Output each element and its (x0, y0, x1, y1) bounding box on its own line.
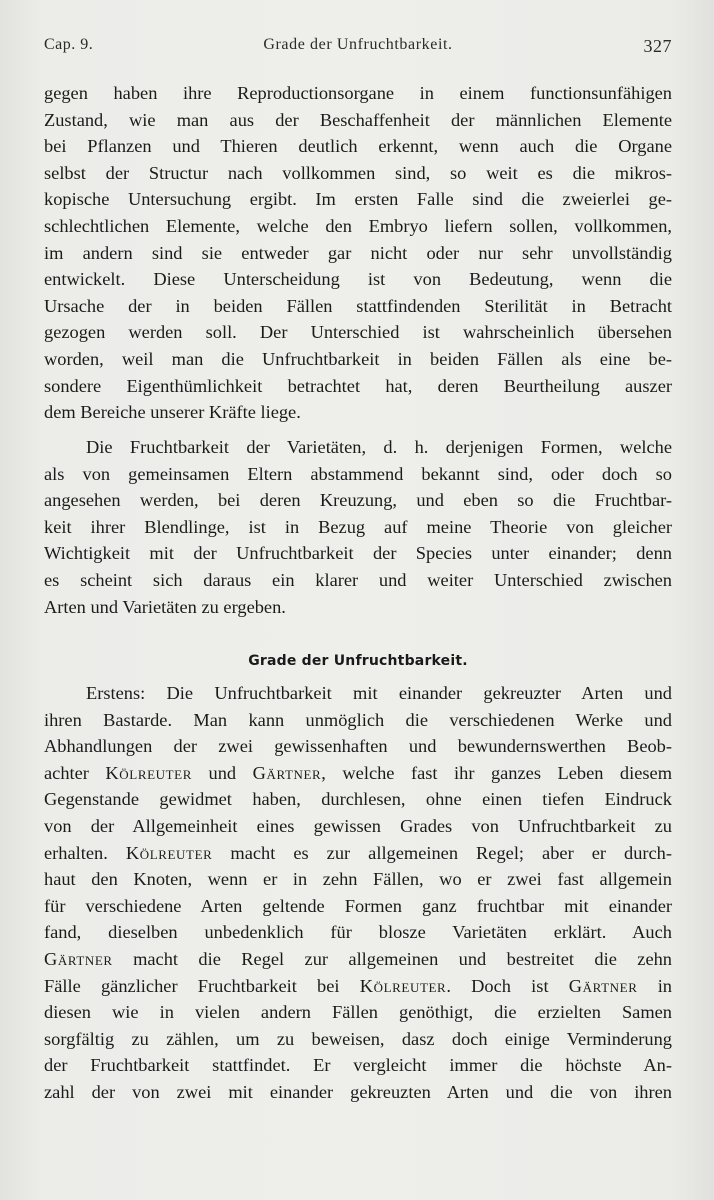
text-line: bei Pflanzen und Thieren deutlich erkennt, wenn auch die Organe (44, 136, 672, 157)
text-line: gezogen werden soll. Der Unterschied ist wahrscheinlich übersehen (44, 322, 672, 343)
text-fragment: Fälle gänzlicher Fruchtbarkeit bei (44, 975, 360, 996)
text-line: sorgfältig zu zählen, um zu beweisen, dasz doch einige Verminderung (44, 1028, 672, 1049)
text-line: zahl der von zwei mit einander gekreuzten Arten und die von ihren (44, 1081, 672, 1102)
text-fragment: macht es zur allgemeinen Regel; aber er durch- (212, 842, 672, 863)
page-number: 327 (643, 36, 672, 56)
running-header (44, 36, 672, 58)
text-line: Abhandlungen der zwei gewissenhaften und bewundernswerthen Beob- (44, 736, 672, 757)
text-line: als von gemeinsamen Eltern abstammend bekannt sind, oder doch so (44, 463, 672, 484)
text-line: der Fruchtbarkeit stattfindet. Er vergleicht immer die höchste An- (44, 1055, 672, 1076)
author-name: Gärtner (252, 762, 322, 783)
text-line: ihren Bastarde. Man kann unmöglich die verschiedenen Werke und (44, 709, 672, 730)
text-line: Erstens: Die Unfruchtbarkeit mit einander gekreuzter Arten und (86, 683, 672, 703)
text-line: Die Fruchtbarkeit der Varietäten, d. h. derjenigen Formen, welche (86, 437, 672, 457)
text-line (44, 760, 672, 787)
text-fragment: und (192, 762, 253, 783)
text-line: von der Allgemeinheit eines gewissen Grades von Unfruchtbarkeit zu (44, 815, 672, 836)
text-line: worden, weil man die Unfruchtbarkeit in beiden Fällen als eine be- (44, 348, 672, 369)
text-line: sondere Eigenthümlichkeit betrachtet hat, deren Beurtheilung auszer (44, 375, 672, 396)
text-line (44, 840, 672, 867)
text-line: entwickelt. Diese Unterscheidung ist von Bedeutung, wenn die (44, 269, 672, 290)
author-name: Kölreuter (105, 762, 192, 783)
author-name: Gärtner (568, 975, 638, 996)
text-line: es scheint sich daraus ein klarer und weiter Unterschied zwischen (44, 569, 672, 590)
chapter-label: Cap. 9. (44, 36, 94, 53)
author-name: Kölreuter (359, 975, 447, 996)
text-line: fand, dieselben unbedenklich für blosze Varietäten erklärt. Auch (44, 922, 672, 943)
text-fragment: . Doch ist (446, 975, 569, 996)
paragraph-degrees (44, 680, 672, 1106)
text-line: im andern sind sie entweder gar nicht oder nur sehr unvollständig (44, 242, 672, 263)
paragraph-continued (44, 80, 672, 426)
text-line: selbst der Structur nach vollkommen sind, so weit es die mikros- (44, 162, 672, 183)
text-line: Ursache der in beiden Fällen stattfindenden Sterilität in Betracht (44, 295, 672, 316)
text-line: Gegenstande gewidmet haben, durchlesen, ohne einen tiefen Eindruck (44, 789, 672, 810)
running-title: Grade der Unfruchtbarkeit. (263, 36, 453, 53)
text-line: für verschiedene Arten geltende Formen ganz fruchtbar mit einander (44, 895, 672, 916)
text-fragment: , welche fast ihr ganzes Leben diesem (321, 762, 673, 783)
text-line: Wichtigkeit mit der Unfruchtbarkeit der Species unter einander; denn (44, 543, 672, 564)
text-line (44, 973, 672, 1000)
text-line: Zustand, wie man aus der Beschaffenheit der männlichen Elemente (44, 109, 672, 130)
author-name: Kölreuter (125, 842, 213, 863)
section-heading: Grade der Unfruchtbarkeit. (248, 653, 468, 669)
text-line: angesehen werden, bei deren Kreuzung, und eben so die Fruchtbar- (44, 490, 672, 511)
text-fragment: in (637, 975, 673, 996)
text-line: diesen wie in vielen andern Fällen genöthigt, die erzielten Samen (44, 1002, 672, 1023)
text-line: dem Bereiche unserer Kräfte liege. (44, 402, 301, 423)
paragraph-varieties (44, 434, 672, 620)
text-line: gegen haben ihre Reproductionsorgane in einem functionsunfähigen (44, 83, 672, 103)
text-fragment: macht die Regel zur allgemeinen und bestreitet die zehn (112, 948, 672, 969)
text-line (44, 946, 672, 973)
text-line: haut den Knoten, wenn er in zehn Fällen, wo er zwei fast allgemein (44, 869, 672, 890)
author-name: Gärtner (44, 948, 113, 969)
text-fragment: erhalten. (44, 842, 126, 863)
text-line: kopische Untersuchung ergibt. Im ersten Falle sind die zweierlei ge- (44, 189, 672, 210)
text-fragment: achter (44, 762, 106, 783)
text-line: Arten und Varietäten zu ergeben. (44, 596, 286, 617)
text-line: keit ihrer Blendlinge, ist in Bezug auf meine Theorie von gleicher (44, 516, 672, 537)
text-line: schlechtlichen Elemente, welche den Embryo liefern sollen, vollkommen, (44, 215, 672, 236)
